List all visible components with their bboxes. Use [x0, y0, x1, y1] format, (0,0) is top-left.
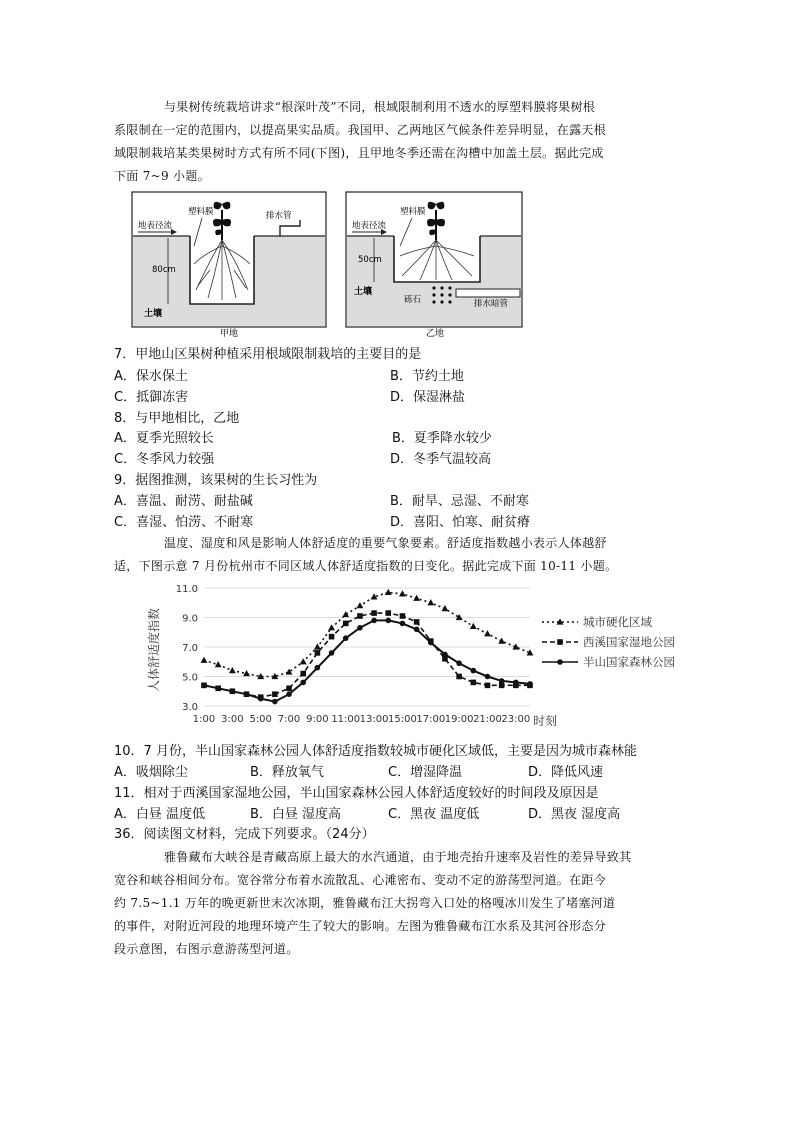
x-tick-label: 19:00: [444, 714, 474, 725]
q11-option-c[interactable]: C．黑夜 温度低: [388, 807, 480, 822]
data-point: [400, 613, 406, 619]
legend-label: 半山国家森林公园: [583, 655, 675, 669]
diagram-caption: 乙地: [426, 329, 445, 338]
q36-stem: 36．阅读图文材料，完成下列要求。（24分）: [114, 827, 375, 842]
y-tick-label: 5.0: [182, 672, 198, 684]
legend-marker: [557, 639, 563, 645]
diagram-yi: [344, 190, 524, 338]
passage-1-line: 系限制在一定的范围内，以提高果实品质。我国甲、乙两地区气候条件差异明显，在露天根: [114, 123, 607, 137]
data-point: [471, 680, 477, 686]
comfort-index-chart: [140, 580, 700, 740]
q11-option-b[interactable]: B．白昼 湿度高: [250, 807, 342, 822]
data-point: [485, 674, 491, 680]
q9-option-b[interactable]: B．耐旱、忌湿、不耐寒: [390, 494, 529, 509]
data-point: [286, 686, 292, 692]
q10-option-a[interactable]: A．吸烟除尘: [114, 765, 188, 780]
x-tick-label: 21:00: [473, 714, 502, 725]
q7-stem: 7．甲地山区果树种植采用根域限制栽培的主要目的是: [114, 347, 422, 362]
x-tick-label: 9:00: [306, 714, 329, 725]
y-tick-label: 9.0: [182, 613, 198, 625]
data-point: [357, 613, 363, 619]
data-point: [343, 635, 349, 641]
legend-label: 西溪国家湿地公园: [583, 635, 675, 649]
data-point: [244, 691, 250, 697]
passage-3: [114, 846, 680, 961]
data-point: [258, 696, 264, 702]
passage-1-line: 域限制栽培某类果树时方式有所不同(下图)，且甲地冬季还需在沟槽中加盖土层。据此完成: [114, 146, 604, 160]
data-point: [229, 667, 236, 673]
drain-pipe-label: 排水管: [266, 211, 292, 221]
q9-option-d[interactable]: D．喜阳、怕寒、耐贫瘠: [390, 515, 531, 530]
data-point: [371, 618, 377, 624]
data-point: [456, 614, 463, 620]
y-tick-label: 3.0: [182, 702, 198, 713]
drain-hidden-label: 排水暗管: [474, 299, 509, 309]
q7-option-b[interactable]: B．节约土地: [390, 369, 464, 384]
passage-3-line: 雅鲁藏布大峡谷是青藏高原上最大的水汽通道，由于地壳抬升速率及岩性的差异导致其: [164, 850, 632, 864]
y-axis-label: 人体舒适度指数: [147, 607, 161, 693]
passage-1: [114, 96, 680, 188]
passage-2-line: 适，下图示意 7 月份杭州市不同区域人体舒适度指数的日变化。据此完成下面 10-11 小题。: [114, 559, 618, 573]
series-line: [204, 620, 530, 701]
data-point: [329, 650, 335, 656]
data-point: [328, 624, 335, 630]
q9-stem: 9．据图推测，该果树的生长习性为: [114, 473, 318, 488]
passage-3-line: 的事件，对附近河段的地理环境产生了较大的影响。左图为雅鲁藏布江水系及其河谷形态分: [114, 919, 607, 933]
data-point: [427, 599, 434, 605]
surface-runoff-label: 地表径流: [352, 221, 387, 231]
x-tick-label: 3:00: [221, 714, 244, 725]
data-point: [471, 668, 477, 674]
x-tick-label: 1:00: [192, 714, 216, 725]
data-point: [371, 610, 377, 616]
legend-marker: [557, 659, 563, 665]
data-point: [343, 621, 349, 627]
y-tick-label: 11.0: [175, 584, 198, 595]
data-point: [385, 618, 391, 624]
passage-2-line: 温度、湿度和风是影响人体舒适度的重要气象要素。舒适度指数越小表示人体越舒: [164, 536, 607, 550]
data-point: [201, 683, 207, 689]
data-point: [485, 683, 491, 689]
data-point: [400, 621, 406, 627]
soil-label: 土壤: [144, 309, 163, 319]
passage-3-line: 宽谷和峡谷相间分布。宽谷常分布着水流散乱、心滩密布、变动不定的游荡型河道。在距今: [114, 873, 607, 887]
data-point: [442, 652, 448, 658]
x-axis-label: 时刻: [533, 714, 558, 728]
data-point: [442, 605, 449, 611]
series-line: [204, 592, 530, 676]
series-line: [204, 613, 530, 697]
data-point: [357, 602, 364, 608]
x-tick-label: 5:00: [249, 714, 272, 725]
data-point: [286, 691, 292, 697]
q9-option-a[interactable]: A．喜温、耐涝、耐盐碱: [114, 494, 253, 509]
data-point: [456, 660, 462, 666]
q9-option-c[interactable]: C．喜湿、怕涝、不耐寒: [114, 515, 254, 530]
data-point: [527, 681, 533, 687]
data-point: [300, 680, 306, 686]
x-tick-label: 15:00: [388, 714, 417, 725]
data-point: [329, 634, 335, 640]
data-point: [300, 671, 306, 677]
data-point: [342, 611, 349, 617]
data-point: [414, 627, 420, 633]
passage-2: [114, 532, 680, 578]
data-point: [315, 650, 321, 656]
depth-label: 80cm: [152, 265, 176, 275]
q7-option-a[interactable]: A．保水保土: [114, 369, 188, 384]
q8-option-c[interactable]: C．冬季风力较强: [114, 452, 215, 467]
q7-option-d[interactable]: D．保湿淋盐: [390, 390, 466, 405]
diagram-jia: [130, 190, 330, 338]
data-point: [315, 665, 321, 671]
depth-label: 50cm: [358, 255, 382, 265]
x-tick-label: 17:00: [416, 714, 446, 725]
legend-label: 城市硬化区域: [583, 615, 652, 629]
x-tick-label: 23:00: [501, 714, 531, 725]
q11-option-d[interactable]: D．黑夜 湿度高: [528, 807, 621, 822]
data-point: [215, 661, 222, 667]
data-point: [414, 619, 420, 625]
data-point: [243, 670, 250, 676]
data-point: [470, 623, 477, 629]
q8-option-a[interactable]: A．夏季光照较长: [114, 431, 214, 446]
q8-option-b[interactable]: B．夏季降水较少: [392, 431, 492, 446]
q10-option-b[interactable]: B．释放氧气: [250, 765, 324, 780]
data-point: [201, 657, 208, 663]
y-tick-label: 7.0: [182, 643, 198, 654]
soil-label: 土壤: [354, 287, 373, 297]
q11-stem: 11．相对于西溪国家湿地公园，半山国家森林公园人体舒适度较好的时间段及原因是: [114, 786, 599, 801]
x-tick-label: 13:00: [359, 714, 389, 725]
q7-option-c[interactable]: C．抵御冻害: [114, 390, 189, 405]
surface-runoff-label: 地表径流: [138, 221, 173, 231]
q11-option-a[interactable]: A．白昼 温度低: [114, 807, 206, 822]
x-tick-label: 7:00: [277, 714, 301, 725]
data-point: [513, 680, 519, 686]
passage-1-line: 与果树传统栽培讲求“根深叶茂”不同，根域限制利用不透水的厚塑料膜将果树根: [164, 100, 596, 114]
data-point: [215, 686, 221, 692]
passage-1-line: 下面 7~9 小题。: [114, 169, 210, 183]
data-point: [399, 590, 406, 596]
data-point: [499, 678, 505, 684]
passage-3-line: 段示意图，右图示意游荡型河道。: [114, 942, 299, 956]
x-tick-label: 11:00: [331, 714, 361, 725]
data-point: [428, 640, 434, 646]
data-point: [300, 658, 307, 664]
diagram-caption: 甲地: [220, 329, 239, 338]
passage-3-line: 约 7.5~1.1 万年的晚更新世末次冰期，雅鲁藏布江大拐弯入口处的格嘎冰川发生了堵塞河道: [114, 896, 616, 910]
data-point: [413, 595, 420, 601]
plastic-label: 塑料膜: [188, 207, 214, 217]
q8-option-d[interactable]: D．冬季气温较高: [390, 452, 492, 467]
data-point: [272, 691, 278, 697]
data-point: [456, 674, 462, 680]
data-point: [484, 630, 491, 636]
data-point: [385, 610, 391, 616]
data-point: [272, 699, 278, 705]
q10-option-c[interactable]: C．增湿降温: [388, 765, 463, 780]
data-point: [230, 688, 236, 694]
data-point: [314, 643, 321, 649]
gravel-label: 砾石: [404, 295, 422, 305]
q10-stem: 10．7 月份，半山国家森林公园人体舒适度指数较城市硬化区域低，主要是因为城市森林能: [114, 744, 637, 759]
q8-stem: 8．与甲地相比，乙地: [114, 411, 240, 426]
plastic-label: 塑料膜: [400, 207, 426, 217]
data-point: [357, 625, 363, 631]
q10-option-d[interactable]: D．降低风速: [528, 765, 604, 780]
